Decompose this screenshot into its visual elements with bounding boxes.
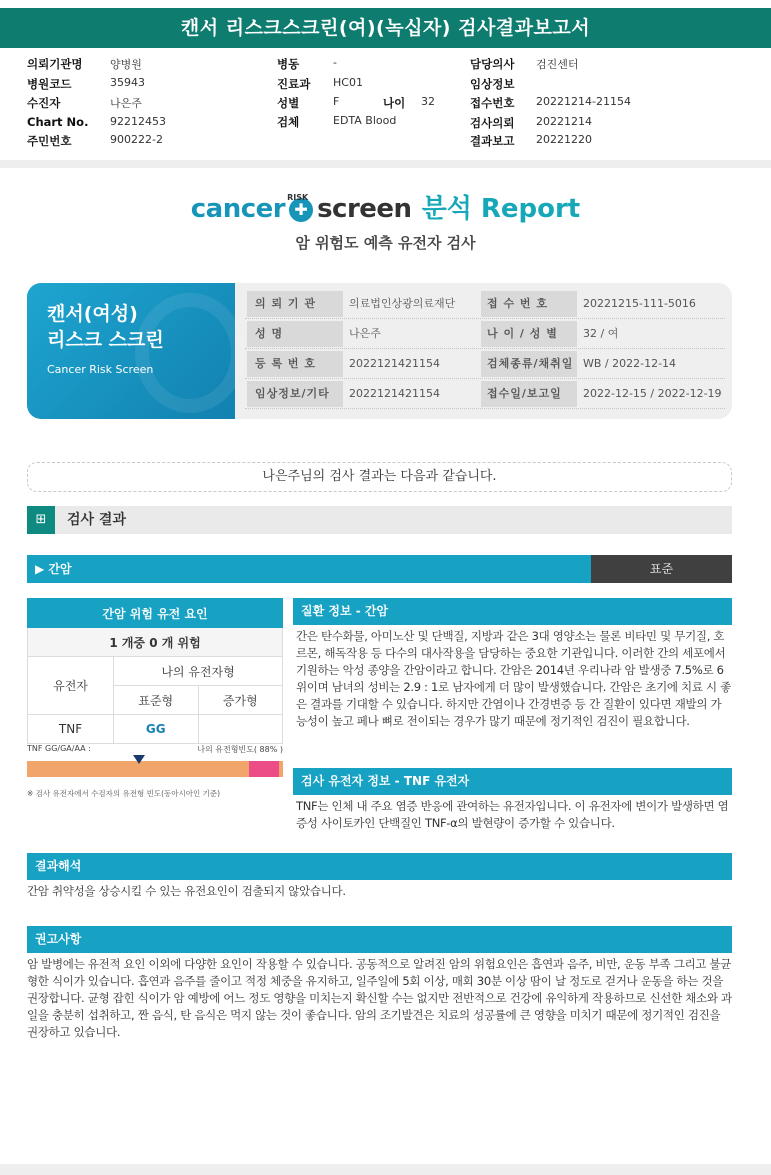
age-label: 나이: [383, 96, 406, 110]
cancer-screen-logo: [0, 188, 771, 228]
disease-info-title: 질환 정보 - 간암: [293, 598, 732, 625]
increased-genotype-cell: [198, 715, 283, 744]
report-date-value: 20221220: [536, 133, 592, 146]
rrn-label: 주민번호: [27, 134, 72, 148]
department-value: HC01: [333, 76, 363, 89]
result-greeting: 나은주님의 검사 결과는 다음과 같습니다.: [27, 462, 732, 492]
card-banner: [27, 283, 235, 419]
frequency-labels: [27, 744, 283, 753]
card-value: 2022121421154: [349, 357, 440, 370]
section-divider: [0, 160, 771, 168]
report-date-label: 결과보고: [470, 134, 515, 148]
gene-column-header: 유전자: [28, 657, 114, 715]
liver-cancer-name: ▶ 간암: [35, 562, 72, 576]
gene-name-cell: TNF: [28, 715, 114, 744]
card-key: 접 수 번 호: [481, 291, 577, 317]
ward-label: 병동: [277, 57, 300, 71]
recommendation-title: 권고사항: [27, 926, 732, 953]
standard-genotype-cell: GG: [114, 715, 199, 744]
card-value: 나은주: [349, 327, 381, 340]
interpretation-text: 간암 취약성을 상승시킬 수 있는 유전요인이 검출되지 않았습니다.: [27, 884, 346, 898]
risk-cross-icon: ✚ RISK: [289, 198, 313, 222]
department-label: 진료과: [277, 77, 311, 91]
card-key: 검체종류/채취일: [481, 351, 577, 377]
recommendation-text: 암 발병에는 유전적 요인 이외에 다양한 요인이 작용할 수 있습니다. 공동적으로 알려진 암의 위험요인은 흡연과 음주, 비만, 운동 부족 그리고 불균형한 식이가 있습니다. 흡연과 음주를 줄이고 적정 체중을 유지하고, 일주일에 5회 이상, 매회 30분 이상 땀이 날 정도로 걷거나 운동을 하는 것을 권장합니다. 균형 잡힌 식이가 암 예방에 어느 정도 영향을 미치는지 확신할 수는 없지만 전반적으로 건강에 유익하게 작용하므로 신선한 채소와 과일을 충분히 섭취하고, 짠 음식, 탄 음식은 먹지 않는 것이 좋습니다. 암의 조기발견은 치료의 성공률에 큰 영향을 미치기 때문에 정기적인 검진을 권장하고 있습니다.: [27, 957, 732, 1039]
card-info-table: [245, 289, 725, 409]
patient-info-block: [0, 54, 771, 154]
frequency-right-label: 나의 유전형빈도( 88% ): [197, 745, 283, 754]
frequency-marker-icon: [133, 755, 145, 764]
card-value: WB / 2022-12-14: [583, 357, 677, 370]
card-row: [245, 289, 725, 319]
gene-info-text: TNF는 인체 내 주요 염증 반응에 관여하는 유전자입니다. 이 유전자에 변이가 발생하면 염증성 사이토카인 단백질인 TNF-α의 발현량이 증가할 수 있습니다.: [296, 799, 729, 830]
card-value: 32 / 여: [583, 327, 619, 340]
sex-value: F: [333, 95, 340, 108]
card-value: 20221215-111-5016: [583, 297, 696, 310]
accession-label: 접수번호: [470, 96, 515, 110]
gene-risk-table: [27, 598, 283, 744]
hospital-code-label: 병원코드: [27, 77, 72, 91]
banner-english: Cancer Risk Screen: [47, 363, 154, 376]
logo-cancer-text: cancer: [190, 194, 286, 224]
specimen-label: 검체: [277, 115, 300, 129]
disease-info-text: 간은 탄수화물, 아미노산 및 단백질, 지방과 같은 3대 영양소는 물론 비타민 및 무기질, 호르몬, 해독작용 등 다수의 대사작용을 담당하는 중요한 기관입니다. 이러한 간의 세포에서 기원하는 악성 종양을 간암이라고 합니다. 간암은 2014년 우리나라 암 발생중 7.5%로 6위이며 남녀의 성비는 2.9 : 1로 남자에게 더 많이 발생했습니다. 간암은 초기에 치료 시 좋은 결과를 기대할 수 있습니다. 하지만 간염이나 간경변증 등 간 질환이 있다면 재발의 가능성이 높고 페나 뼈로 전이되는 경우가 많기 때문에 정기적인 검진이 필요합니다.: [296, 629, 732, 728]
logo-report-text: 분석 Report: [421, 194, 581, 224]
accession-value: 20221214-21154: [536, 95, 631, 108]
doctor-label: 담당의사: [470, 57, 515, 71]
chart-no-value: 92212453: [110, 115, 166, 128]
card-key: 임상정보/기타: [247, 381, 343, 407]
gene-info-title: 검사 유전자 정보 - TNF 유전자: [293, 768, 732, 795]
genotype-frequency-bar: [27, 761, 283, 777]
specimen-value: EDTA Blood: [333, 114, 397, 127]
result-section-header: [27, 506, 732, 534]
card-key: 성 명: [247, 321, 343, 347]
card-row: [245, 349, 725, 379]
increased-type-header: 증가형: [198, 686, 283, 715]
chart-no-label: Chart No.: [27, 115, 89, 129]
banner-title-line2: 리스크 스크린: [47, 329, 164, 351]
request-date-value: 20221214: [536, 115, 592, 128]
patient-label: 수진자: [27, 96, 61, 110]
doctor-value: 검진센터: [536, 58, 579, 71]
card-value: 2022-12-15 / 2022-12-19: [583, 387, 722, 400]
institution-label: 의뢰기관명: [27, 57, 83, 71]
liver-cancer-bar: [27, 555, 732, 583]
card-key: 나 이 / 성 별: [481, 321, 577, 347]
card-value: 의료법인상광의료재단: [349, 297, 456, 310]
report-subtitle: 암 위험도 예측 유전자 검사: [295, 234, 476, 252]
card-key: 등 록 번 호: [247, 351, 343, 377]
report-title: 캔서 리스크스크린(여)(녹십자) 검사결과보고서: [0, 8, 771, 48]
result-section-title: 검사 결과: [67, 512, 126, 528]
card-key: 의 뢰 기 관: [247, 291, 343, 317]
risk-status-badge: 표준: [591, 555, 732, 583]
hospital-code-value: 35943: [110, 76, 145, 89]
gene-table-title: 간암 위험 유전 요인: [28, 599, 283, 628]
age-value: 32: [421, 95, 435, 108]
banner-decoration: [135, 293, 245, 413]
interpretation-title: 결과해석: [27, 853, 732, 880]
patient-summary-card: [27, 283, 732, 419]
logo-screen-text: screen: [317, 194, 412, 224]
card-key: 접수일/보고일: [481, 381, 577, 407]
frequency-left-label: TNF GG/GA/AA :: [27, 744, 91, 753]
clinical-info-label: 임상정보: [470, 77, 515, 91]
gene-risk-count: 1 개중 0 개 위험: [28, 628, 283, 657]
footer-divider: [0, 1164, 771, 1175]
patient-value: 나은주: [110, 97, 142, 110]
frequency-note: ※ 검사 유전자에서 수검자의 유전형 빈도(동아시아인 기준): [27, 789, 221, 798]
request-date-label: 검사의뢰: [470, 116, 515, 130]
standard-type-header: 표준형: [114, 686, 199, 715]
card-row: [245, 379, 725, 409]
card-value: 2022121421154: [349, 387, 440, 400]
report-icon: ⊞: [27, 506, 55, 534]
institution-value: 양병원: [110, 58, 142, 71]
banner-title-line1: 캔서(여성): [47, 303, 138, 325]
ward-value: -: [333, 56, 337, 69]
frequency-risk-segment: [249, 761, 279, 777]
rrn-value: 900222-2: [110, 133, 163, 146]
card-row: [245, 319, 725, 349]
logo-risk-tag: RISK: [287, 193, 309, 202]
sex-label: 성별: [277, 96, 300, 110]
my-genotype-header: 나의 유전자형: [114, 657, 283, 686]
